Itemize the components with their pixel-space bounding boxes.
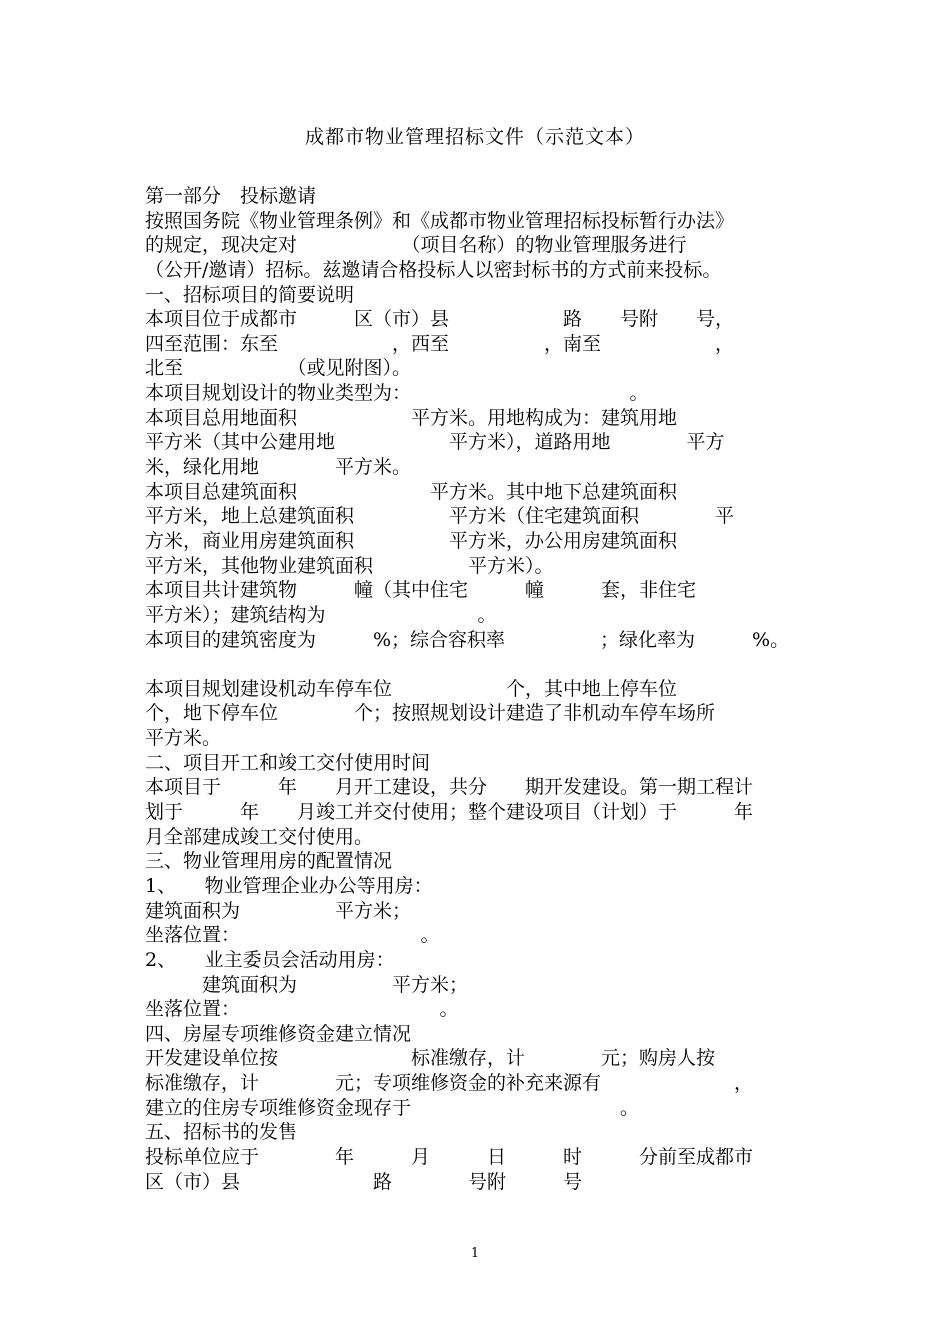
- body-line: 本项目于 年 月开工建设，共分 期开发建设。第一期工程计: [145, 776, 754, 799]
- body-line: 北至 （或见附图）。: [145, 357, 412, 380]
- body-line: 坐落位置： 。: [145, 998, 459, 1021]
- body-line: 月全部建成竣工交付使用。: [145, 825, 374, 848]
- body-line: 区（市）县 路 号附 号: [145, 1170, 583, 1193]
- body-line: 方米，商业用房建筑面积 平方米，办公用房建筑面积: [145, 529, 678, 552]
- body-line: 的规定，现决定对 （项目名称）的物业管理服务进行: [145, 234, 687, 257]
- body-line: 建筑面积为 平方米；: [145, 899, 412, 922]
- body-line: 平方米）；建筑结构为 。: [145, 603, 497, 626]
- body-line: 坐落位置： 。: [145, 924, 440, 947]
- body-line: 本项目规划设计的物业类型为： 。: [145, 382, 649, 405]
- body-line: 本项目的建筑密度为 %；综合容积率 ；绿化率为 %。: [145, 628, 790, 651]
- body-line: 第一部分 投标邀请: [145, 185, 317, 207]
- body-line: [145, 652, 810, 677]
- body-line: （公开/邀请）招标。兹邀请合格投标人以密封标书的方式前来投标。: [145, 258, 722, 281]
- body-line: 标准缴存，计 元；专项维修资金的补充来源有 ，: [145, 1072, 754, 1095]
- body-line: 平方米，地上总建筑面积 平方米（住宅建筑面积 平: [145, 505, 735, 528]
- body-line: 五、招标书的发售: [145, 1121, 298, 1144]
- document-body: [145, 184, 810, 1194]
- body-line: 一、招标项目的简要说明: [145, 283, 355, 306]
- body-line: 平方米（其中公建用地 平方米），道路用地 平方: [145, 431, 725, 454]
- body-line: 投标单位应于 年 月 日 时 分前至成都市: [145, 1145, 754, 1168]
- body-line: 二、项目开工和竣工交付使用时间: [145, 751, 431, 774]
- body-line: 1、 物业管理企业办公等用房：: [145, 874, 433, 897]
- body-line: 开发建设单位按 标准缴存，计 元；购房人按: [145, 1047, 716, 1070]
- body-line: 本项目总用地面积 平方米。用地构成为：建筑用地: [145, 406, 678, 429]
- body-line: 本项目规划建设机动车停车位 个，其中地上停车位: [145, 677, 678, 700]
- body-line: 平方米，其他物业建筑面积 平方米）。: [145, 554, 554, 577]
- body-line: 米，绿化用地 平方米。: [145, 456, 412, 479]
- body-line: 三、物业管理用房的配置情况: [145, 850, 393, 873]
- document-title: 成都市物业管理招标文件（示范文本）: [304, 126, 645, 148]
- body-line: 平方米。: [145, 727, 222, 750]
- page-number: 1: [470, 1246, 480, 1261]
- body-line: 建立的住房专项维修资金现存于 。: [145, 1096, 640, 1119]
- body-line: 四至范围：东至 ，西至 ，南至 ，: [145, 332, 735, 355]
- body-line: 本项目共计建筑物 幢（其中住宅 幢 套，非住宅: [145, 579, 697, 602]
- body-line: 2、 业主委员会活动用房：: [145, 948, 395, 971]
- body-line: 本项目总建筑面积 平方米。其中地下总建筑面积: [145, 480, 678, 503]
- body-line: 本项目位于成都市 区（市）县 路 号附 号，: [145, 308, 735, 331]
- body-line: 按照国务院《物业管理条例》和《成都市物业管理招标投标暂行办法》: [145, 209, 735, 232]
- body-line: 划于 年 月竣工并交付使用；整个建设项目（计划）于 年: [145, 801, 754, 824]
- body-line: 建筑面积为 平方米；: [145, 973, 469, 996]
- body-line: 四、房屋专项维修资金建立情况: [145, 1022, 412, 1045]
- body-line: 个，地下停车位 个；按照规划设计建造了非机动车停车场所: [145, 702, 716, 725]
